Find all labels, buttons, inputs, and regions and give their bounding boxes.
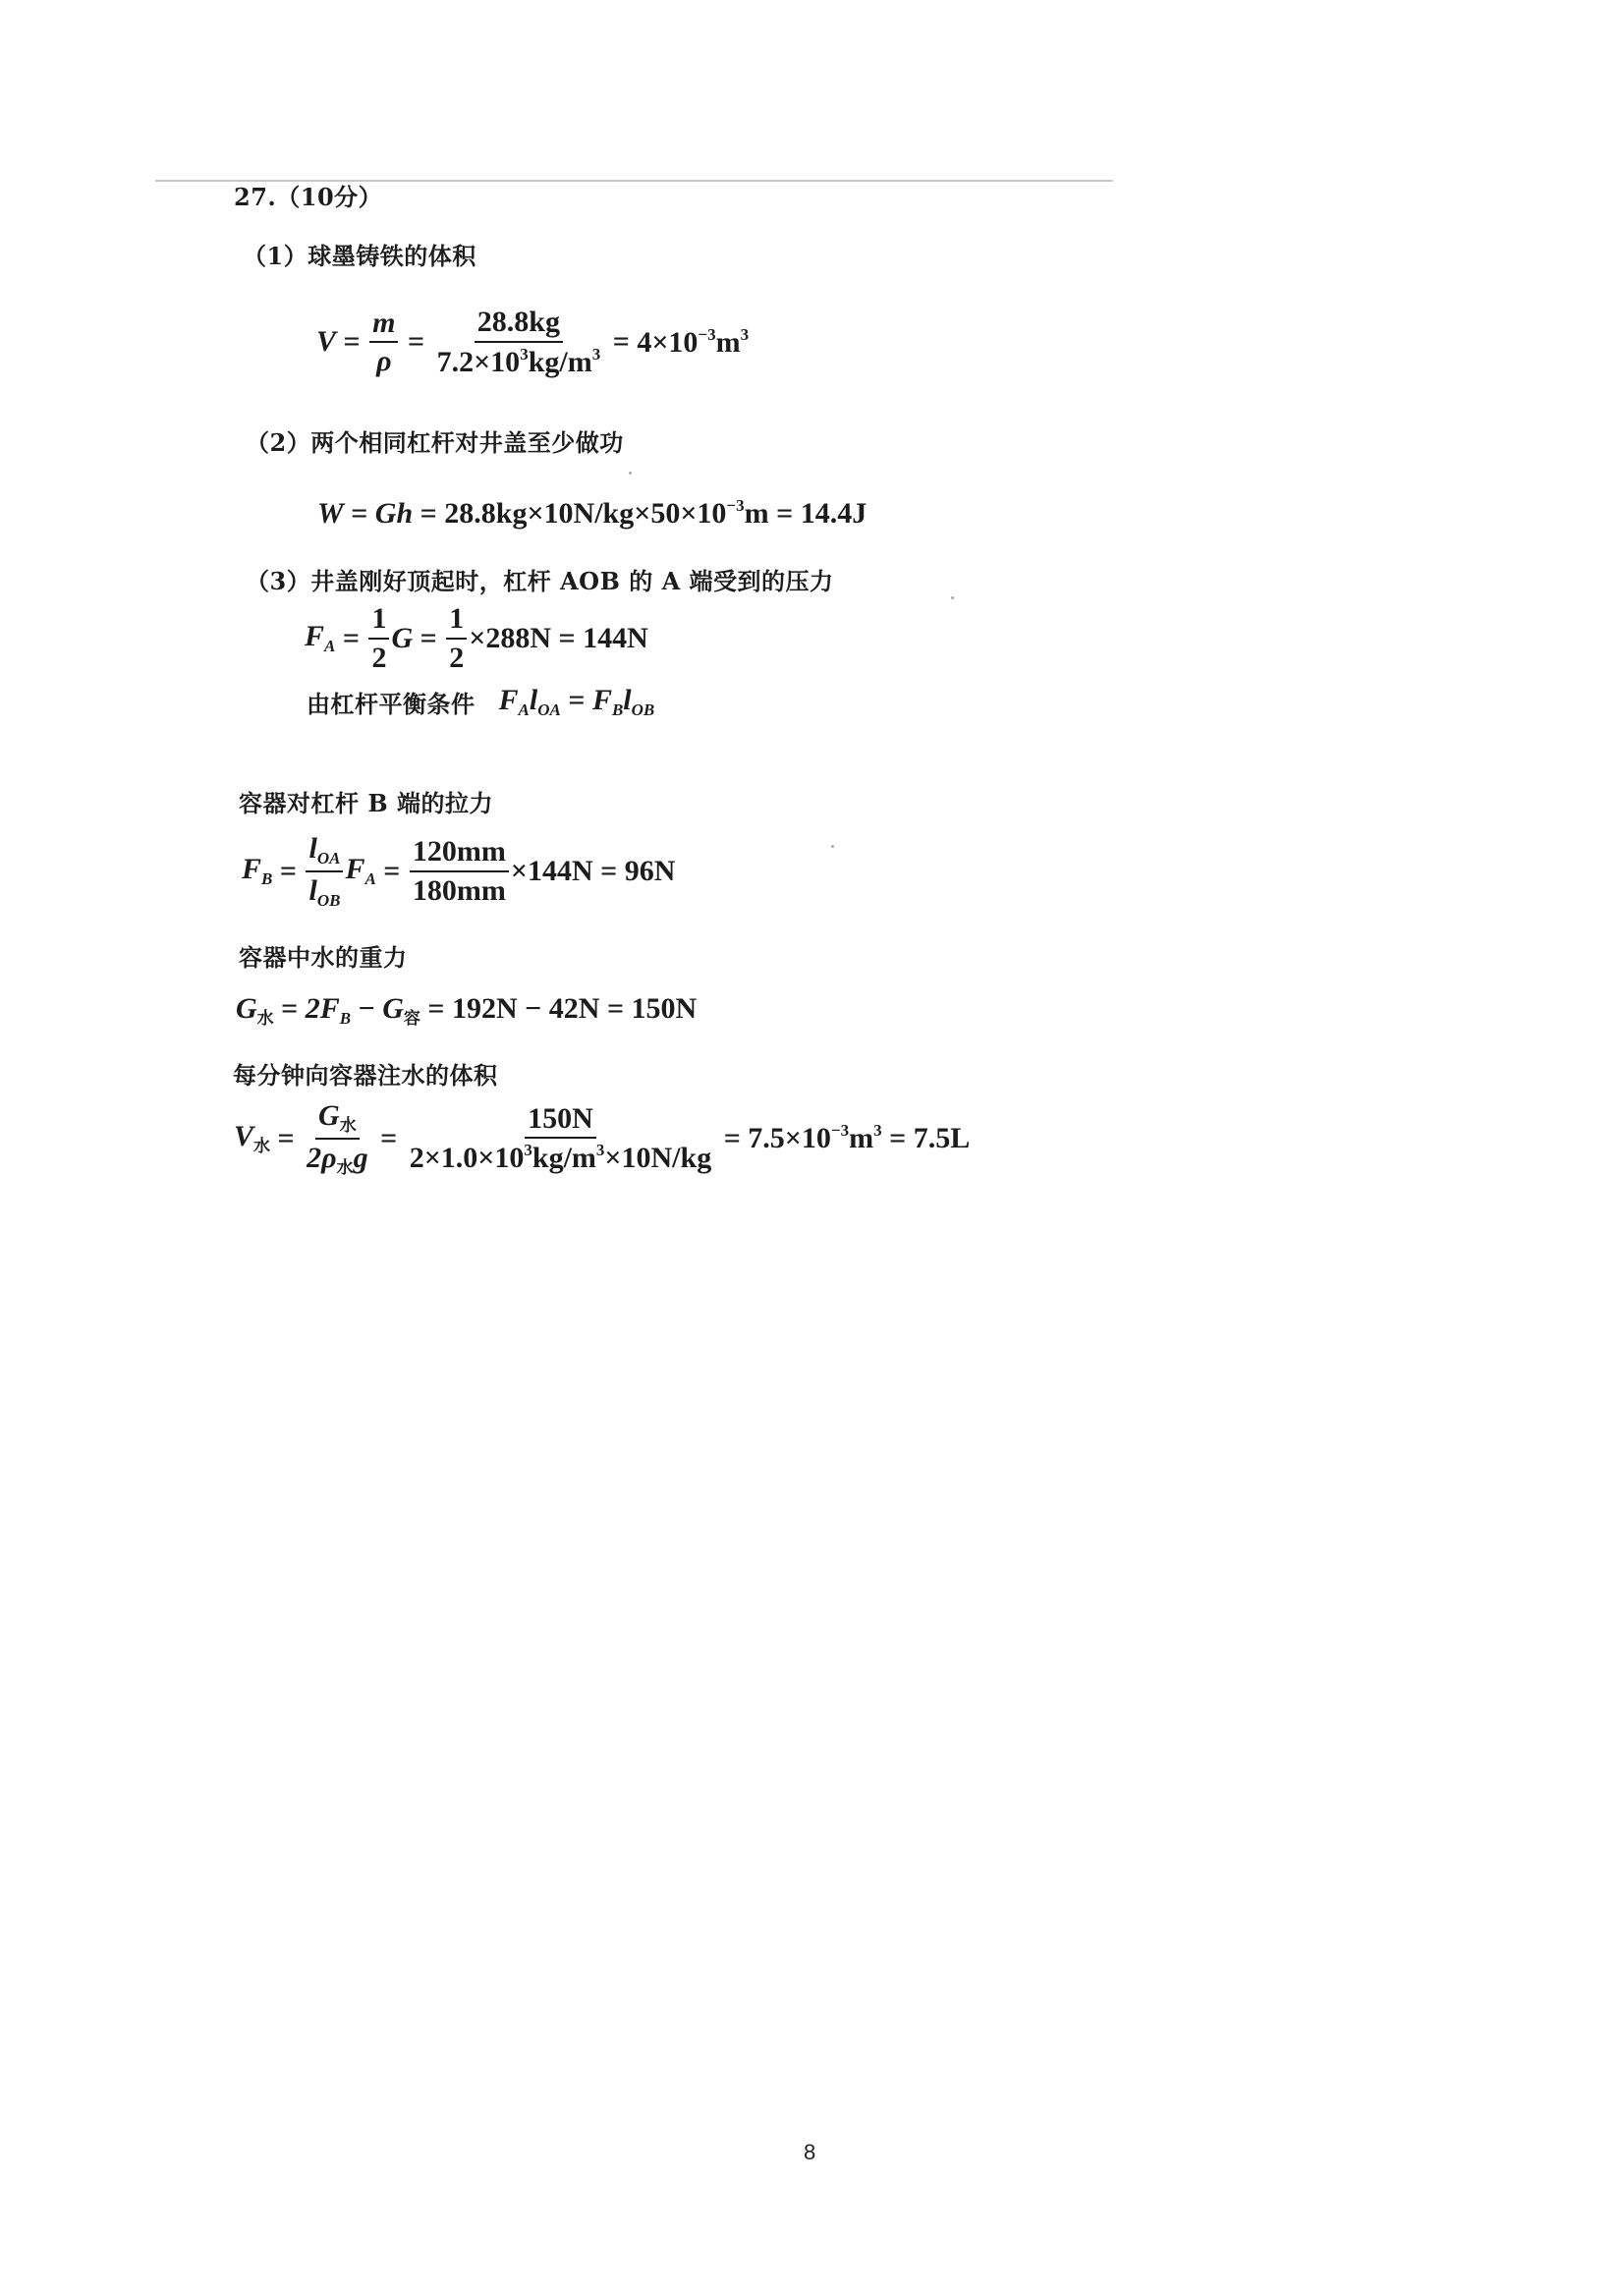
- scan-speck: [951, 596, 954, 599]
- part2-label: （2）两个相同杠杆对井盖至少做功: [246, 428, 624, 457]
- volume-value-fraction-2: $\frac{150N}{2\times 1.0\times 10^3kg/m^3\times 10N/kg}$: [409, 1101, 712, 1175]
- pull-label: 容器对杠杆 B 端的拉力: [239, 789, 493, 817]
- balance-label: 由杠杆平衡条件: [307, 690, 476, 718]
- water-volume-equation: $V_水$ = $\frac{G_水}{2\rho_水g}$ = $\frac{150N}{2\times 1.0\times 10^3kg/m^3\times 10N/kg}$ = $7.5\times 10^{-3}m^3 = 7.5L$: [234, 1099, 971, 1177]
- fa-equation: $F_A$ = $\frac{1}{2}$ G = $\frac{1}{2}$ ×288N = 144N: [305, 602, 648, 674]
- part1-equation: V = $\frac{m}{\rho}$ = $\frac{28.8kg}{7.2\times 10^3kg/m^3}$ = $4\times 10^{-3}m^3$: [316, 306, 750, 378]
- lever-arm-fraction: $\frac{l_{OA}}{l_{OB}}$: [306, 833, 343, 910]
- mass-density-fraction: $\frac{m}{\rho}$: [369, 308, 398, 377]
- page-number: 8: [804, 2140, 816, 2164]
- part3-label: （3）井盖刚好顶起时，杠杆 AOB 的 A 端受到的压力: [246, 567, 834, 595]
- fb-equation: $F_B$ = $\frac{l_{OA}}{l_{OB}}$ $F_A$ = $\frac{120mm}{180mm}$ ×144N = 96N: [242, 832, 676, 910]
- mm-fraction: $\frac{120mm}{180mm}$: [410, 836, 509, 906]
- volume-result: $4\times 10^{-3}m^3$: [637, 324, 750, 359]
- question-header: 27.（10分）: [234, 183, 383, 211]
- part2-equation: $W = Gh = 28.8kg\times 10N/kg\times 50\times 10^{-3}m = 14.4J$: [317, 496, 867, 530]
- balance-equation: $F_Al_{OA} = F_Bl_{OB}$: [498, 684, 655, 719]
- water-weight-equation: $G_水 = 2F_B - G_容 = 192N - 42N = 150N$: [236, 992, 698, 1028]
- half-fraction: $\frac{1}{2}$: [368, 603, 389, 673]
- scan-speck: [629, 472, 632, 475]
- volume-label: 每分钟向容器注水的体积: [233, 1061, 498, 1090]
- volume-symbol: V: [316, 325, 337, 358]
- half-fraction-2: $\frac{1}{2}$: [446, 603, 467, 673]
- water-volume-result: = $7.5\times 10^{-3}m^3 = 7.5L$: [723, 1121, 971, 1155]
- balance-condition: [307, 684, 654, 720]
- weight-density-fraction: $\frac{G_水}{2\rho_水g}$: [307, 1099, 368, 1177]
- volume-value-fraction: $\frac{28.8kg}{7.2\times 10^3kg/m^3}$: [436, 306, 601, 378]
- water-weight-label: 容器中水的重力: [239, 943, 408, 972]
- scan-speck: [831, 845, 834, 848]
- part1-label: （1）球墨铸铁的体积: [243, 242, 476, 270]
